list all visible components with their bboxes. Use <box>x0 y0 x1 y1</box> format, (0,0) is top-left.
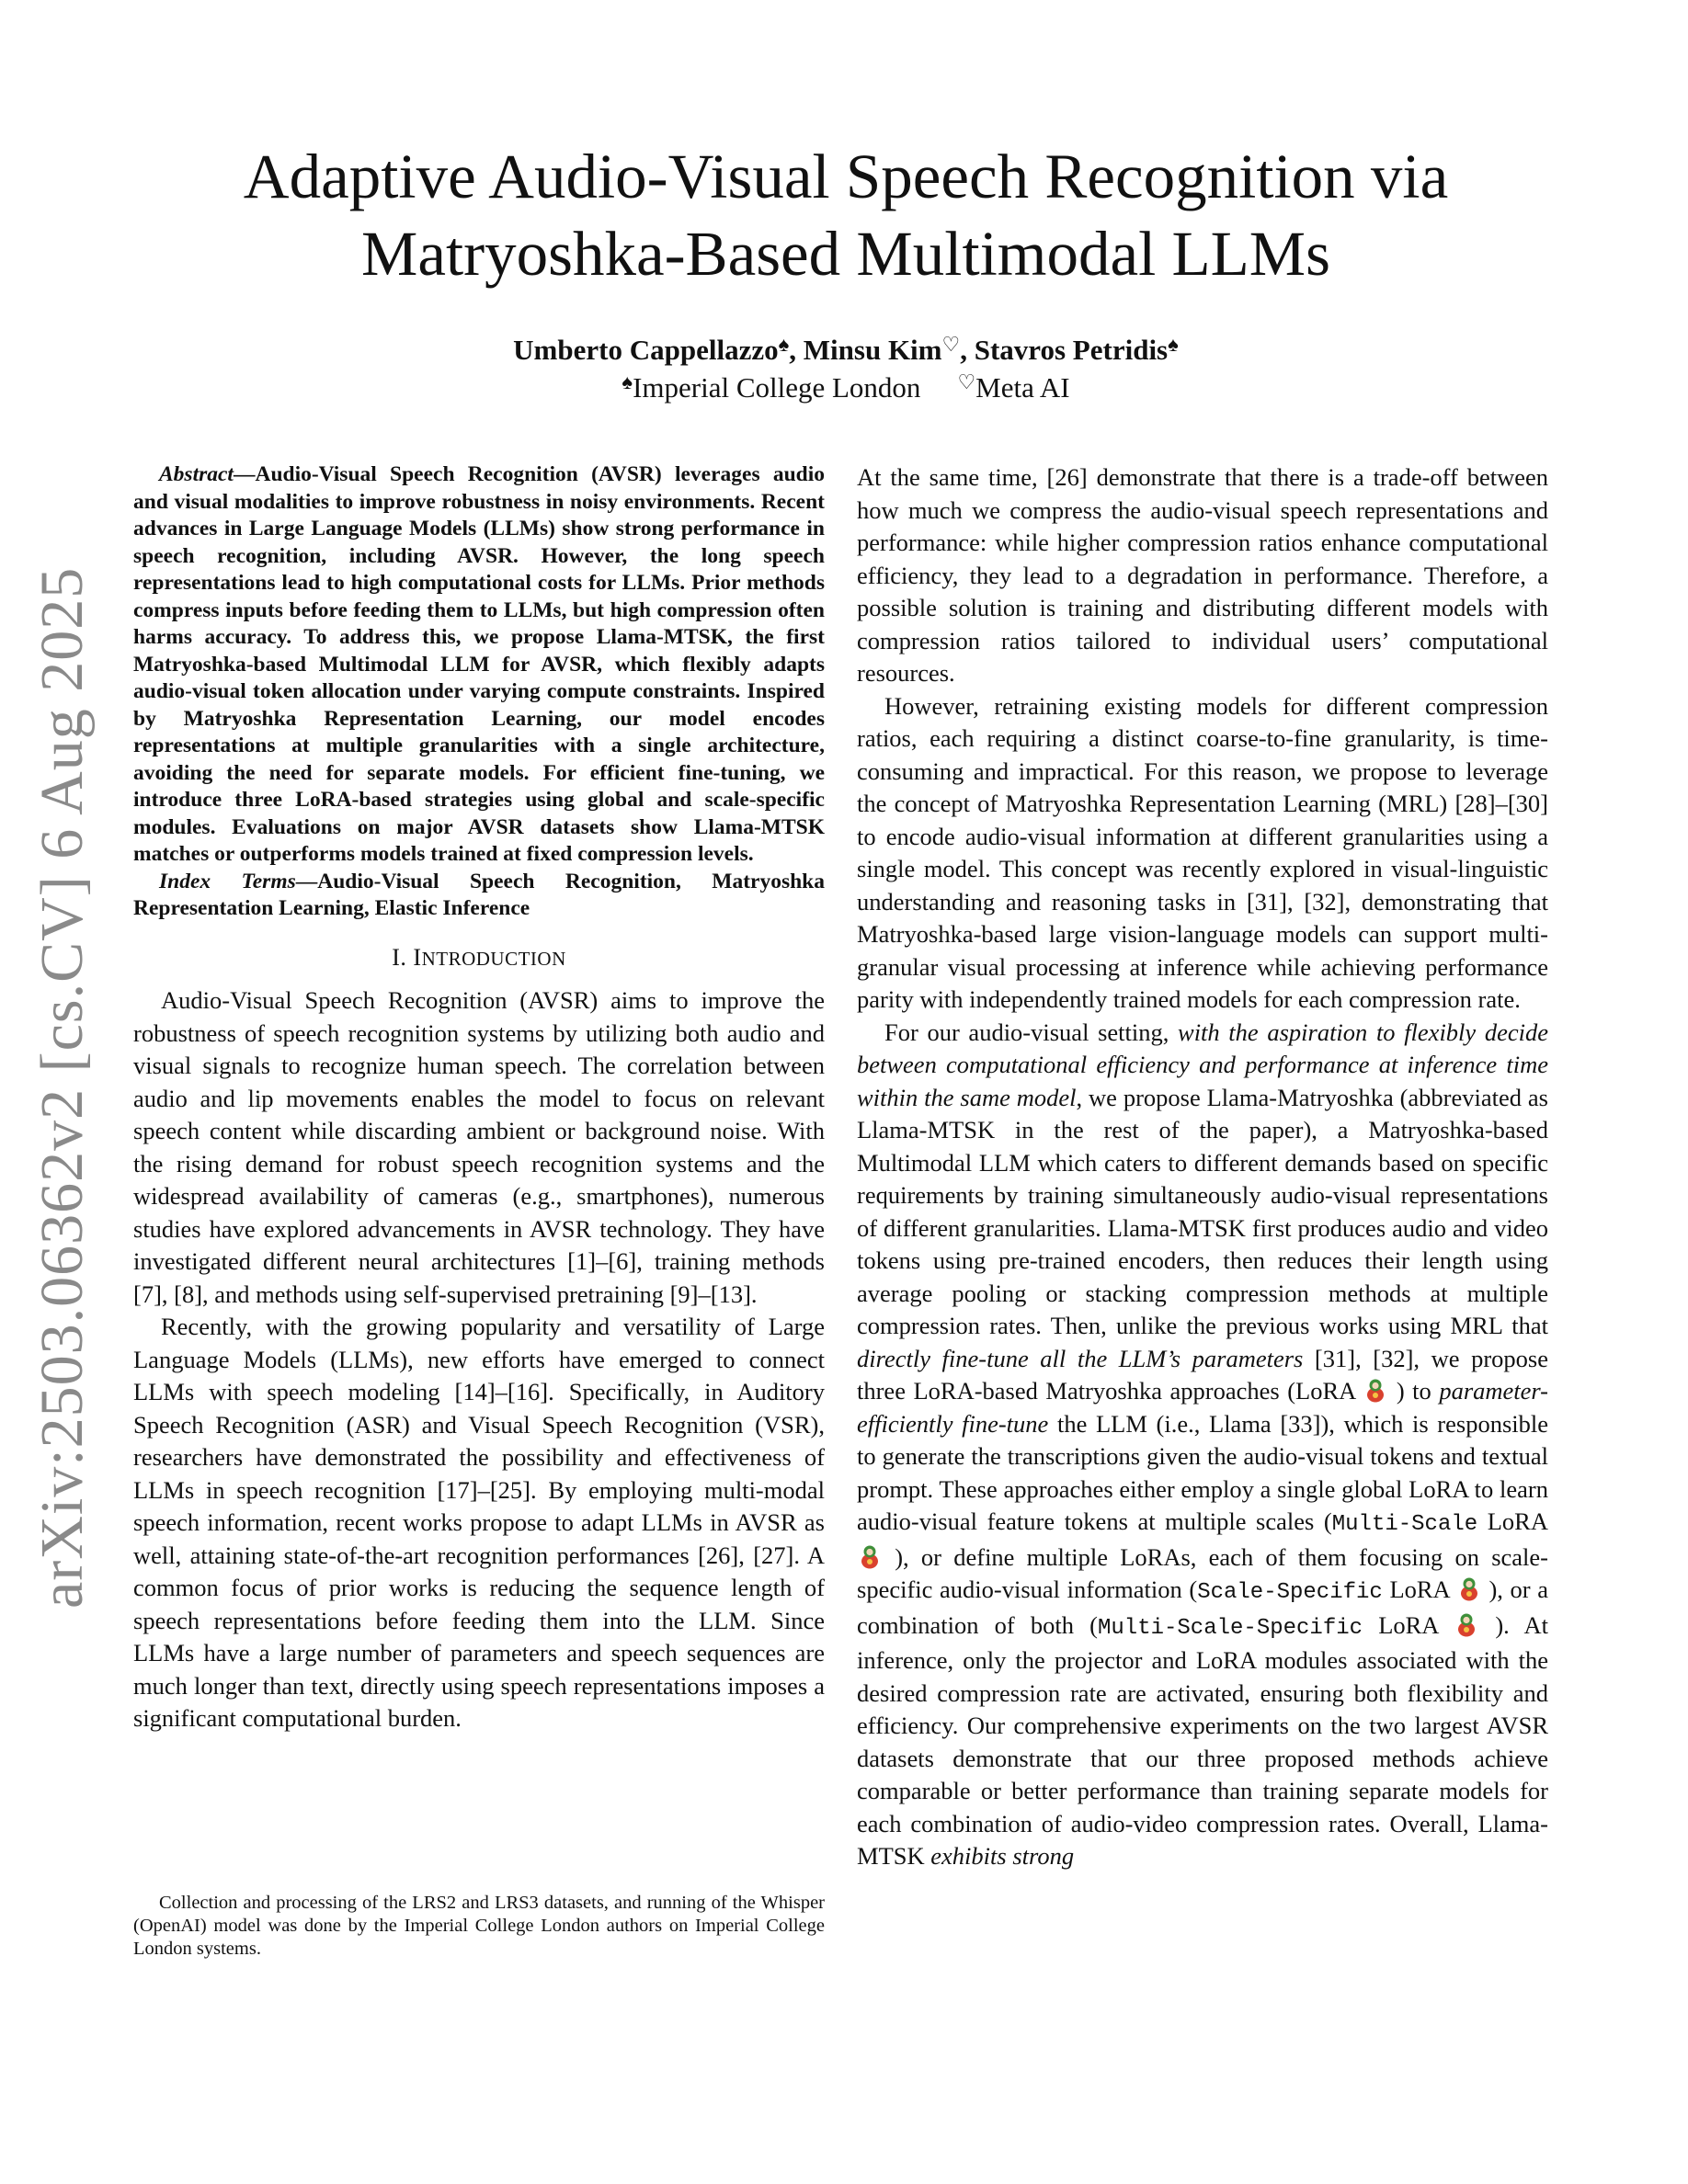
paragraph: At the same time, [26] demonstrate that there is a trade-off between how much we compress the audio-visual speech representations and performance: while higher compression ratios enhance computational efficiency, they lead to a degradation in performance. Therefore, a possible solution is training and distributing different models with compression ratios tailored to individual users’ computational resources. <box>857 463 1548 687</box>
author-3: Stavros Petridis <box>974 334 1169 366</box>
author-list <box>147 326 1545 369</box>
author-separator: , <box>960 334 975 366</box>
heart-mark: ♡ <box>941 333 961 356</box>
matryoshka-doll-icon <box>1456 1613 1477 1637</box>
matryoshka-doll-icon <box>1459 1577 1479 1601</box>
matryoshka-doll-icon <box>1365 1379 1386 1403</box>
index-terms-lead: Index Terms <box>159 869 296 893</box>
paragraph: For our audio-visual setting, with the aspiration to flexibly decide between computational efficiency and performance at inference time within the same model, we propose Llama-Matryoshka (abbreviated as Llama-MTSK in the rest of the paper), a Matryoshka-based Multimodal LLM which caters to different demands based on specific requirements by training simultaneously audio-visual representations of different granularities. Llama-MTSK first produces audio and video tokens using pre-trained encoders, then reduces their length using average pooling or stacking compression methods at multiple compression rates. Then, unlike the previous works using MRL that directly fine-tune all the LLM’s parameters [31], [32], we propose three LoRA-based Matryoshka approaches (LoRA ) to parameter-efficiently fine-tune the LLM (i.e., Llama [33]), which is responsible to generate the transcriptions given the audio-visual tokens and textual prompt. These approaches either employ a single global LoRA to learn audio-visual feature tokens at multiple scales (Multi-Scale LoRA ), or define multiple LoRAs, each of them focusing on scale-specific audio-visual information (Scale-Specific LoRA ), or a combination of both (Multi-Scale-Specific LoRA ). At inference, only the projector and LoRA modules associated with the desired compression rate are activated, ensuring both flexibility and efficiency. Our comprehensive experiments on the two largest AVSR datasets demonstrate that our three proposed methods achieve comparable or better performance than training separate models for each combination of audio-video compression rates. Overall, Llama-MTSK exhibits strong <box>857 1018 1549 1870</box>
affiliation-2: Meta AI <box>975 371 1070 404</box>
index-terms <box>133 869 825 923</box>
affiliation-1: Imperial College London <box>633 371 921 404</box>
matryoshka-doll-icon <box>860 1545 880 1569</box>
paragraph: Audio-Visual Speech Recognition (AVSR) aims to improve the robustness of speech recognition systems by utilizing both audio and visual signals to recognize human speech. The correlation between audio and lip movements enables the model to focus on relevant speech content while discarding ambient or background noise. With the rising demand for robust speech recognition systems and the widespread availability of cameras (e.g., smartphones), numerous studies have explored advancements in AVSR technology. They have investigated different neural architectures [1]–[6], training methods [7], [8], and methods using self-supervised pretraining [9]–[13]. <box>133 986 825 1308</box>
abstract-text: —Audio-Visual Speech Recognition (AVSR) leverages audio and visual modalities to improve robustness in noisy environments. Recent advances in Large Language Models (LLMs) show strong performance in speech recognition, including AVSR. However, the long speech representations lead to high computational costs for LLMs. Prior methods compress inputs before feeding them to LLMs, but high compression often harms accuracy. To address this, we propose Llama-MTSK, the first Matryoshka-based Multimodal LLM for AVSR, which flexibly adapts audio-visual token allocation under varying compute constraints. Inspired by Matryoshka Representation Learning, our model encodes representations at multiple granularities with a single architecture, avoiding the need for separate models. For efficient fine-tuning, we introduce three LoRA-based strategies using global and scale-specific modules. Evaluations on major AVSR datasets show Llama-MTSK matches or outperforms models trained at fixed compression levels. <box>133 462 825 866</box>
abstract <box>133 461 825 869</box>
author-1: Umberto Cappellazzo <box>513 334 779 366</box>
affiliation-list <box>147 364 1545 406</box>
title-line-2: Matryoshka-Based Multimodal LLMs <box>360 219 1331 289</box>
paragraph: Recently, with the growing popularity and versatility of Large Language Models (LLMs), new efforts have emerged to connect LLMs with speech modeling [14]–[16]. Specifically, in Auditory Speech Recognition (ASR) and Visual Speech Recognition (VSR), researchers have demonstrated the possibility and effectiveness of LLMs in speech recognition [17]–[25]. By employing multi-modal speech information, recent works propose to adapt LLMs in AVSR as well, attaining state-of-the-art recognition performances [26], [27]. A common focus of prior works is reducing the sequence length of speech representations before feeding them into the LLM. Since LLMs have a large number of parameters and speech sequences are much longer than text, directly using speech representations imposes a significant computational burden. <box>133 1313 825 1732</box>
heart-mark: ♡ <box>957 370 976 393</box>
left-column <box>133 461 825 1735</box>
author-separator: , <box>789 334 804 366</box>
footnote: Collection and processing of the LRS2 and LRS3 datasets, and running of the Whisper (OpenAI) model was done by the Imperial College London authors on Imperial College London systems. <box>133 1893 825 1959</box>
spade-mark: ♠ <box>778 333 790 356</box>
abstract-lead: Abstract <box>159 462 234 486</box>
spade-mark: ♠ <box>1168 333 1179 356</box>
right-column <box>857 461 1548 1873</box>
title-line-1: Adaptive Audio-Visual Speech Recognition via <box>243 142 1449 211</box>
index-terms-text: —Audio-Visual Speech Recognition, Matryoshka Representation Learning, Elastic Inference <box>133 869 825 920</box>
author-2: Minsu Kim <box>803 334 942 366</box>
arxiv-identifier: arXiv:2503.06362v2 [cs.CV] 6 Aug 2025 <box>29 566 96 1609</box>
paragraph: However, retraining existing models for different compression ratios, each requiring a distinct coarse-to-fine granularity, is time-consuming and impractical. For this reason, we propose to leverage the concept of Matryoshka Representation Learning (MRL) [28]–[30] to encode audio-visual information at different granularities using a single model. This concept was recently explored in visual-linguistic understanding and reasoning tasks in [31], [32], demonstrating that Matryoshka-based large vision-language models can support multi-granular visual processing at inference while achieving performance parity with independently trained models for each compression rate. <box>857 691 1548 1013</box>
spade-mark: ♠ <box>622 370 633 393</box>
paper-title <box>147 138 1545 292</box>
section-heading: I. INTRODUCTION <box>392 943 566 971</box>
